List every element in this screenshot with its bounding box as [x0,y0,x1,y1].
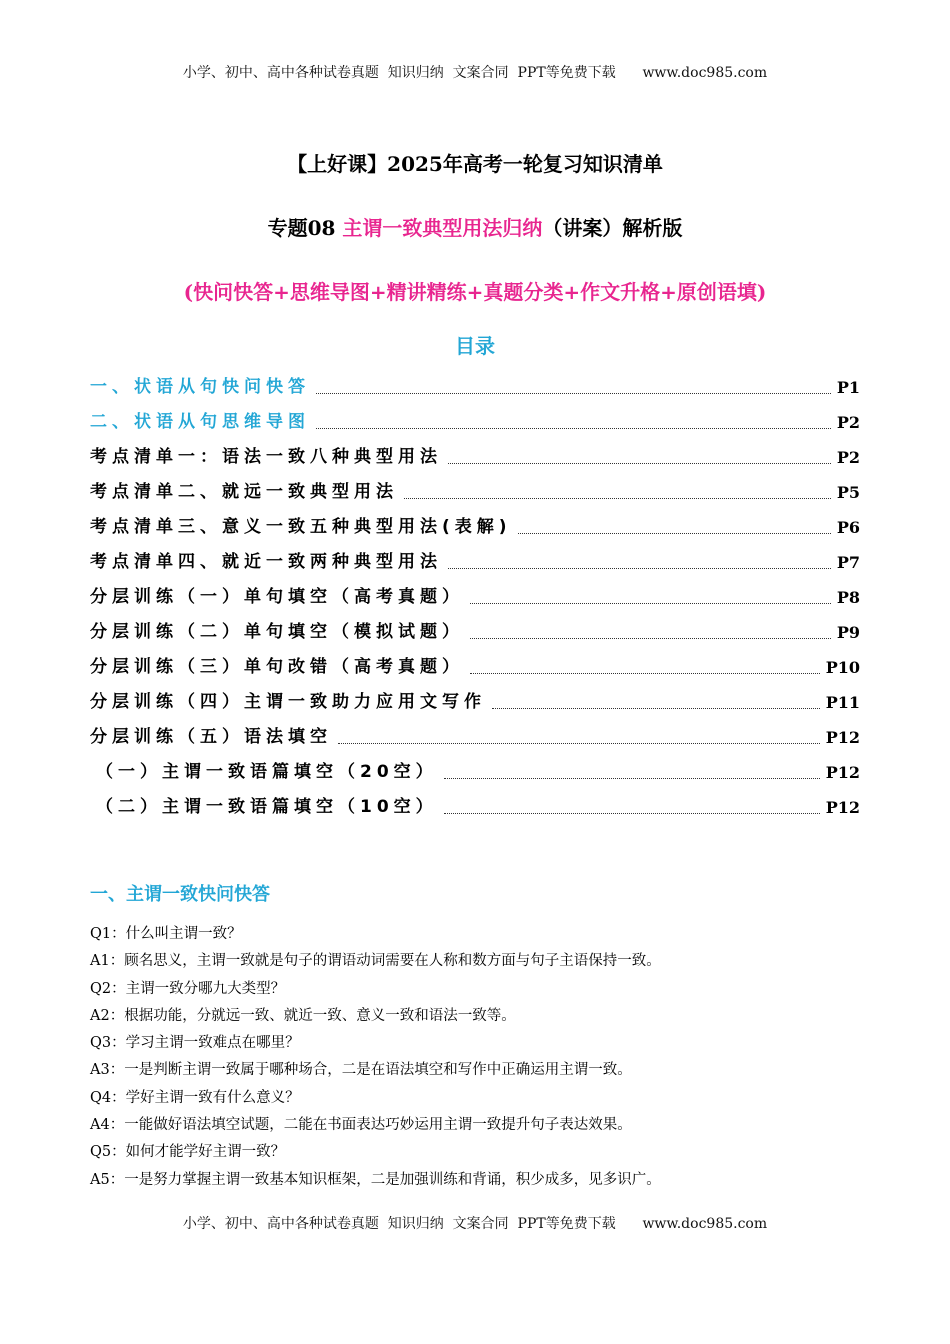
toc-heading: 目录 [455,334,495,358]
toc-entry-page: P2 [836,413,860,432]
toc-entry-page: P6 [836,518,860,537]
toc-entry[interactable] [90,572,860,607]
toc-entry-label: 考点清单四、就近一致两种典型用法 [90,552,442,572]
toc-entry[interactable] [90,712,860,747]
document-title: 【上好课】2025年高考一轮复习知识清单 [287,152,663,176]
table-of-contents [90,362,860,817]
toc-leader-dots [492,707,820,709]
subtitle-topic: 主谓一致典型用法归纳 [342,216,543,240]
question-line: Q3：学习主谓一致难点在哪里？ [90,1035,300,1052]
toc-entry-label: （一）主谓一致语篇填空（20空） [96,762,438,782]
toc-entry-label: 分层训练（三）单句改错（高考真题） [90,657,464,677]
qa-list [90,922,870,1195]
toc-entry[interactable] [90,537,860,572]
toc-entry-page: P12 [825,763,860,782]
toc-leader-dots [444,777,820,779]
subtitle-suffix: （讲案）解析版 [542,216,683,240]
toc-entry-page: P10 [825,658,860,677]
toc-entry-label: 二、状语从句思维导图 [90,412,310,432]
toc-leader-dots [470,637,831,639]
document-tagline: (快问快答+思维导图+精讲精练+真题分类+作文升格+原创语填) [183,280,767,304]
toc-entry-page: P12 [825,798,860,817]
toc-leader-dots [448,567,831,569]
toc-entry-label: 考点清单一：语法一致八种典型用法 [90,447,442,467]
toc-entry-page: P1 [836,378,860,397]
toc-leader-dots [316,427,831,429]
toc-entry[interactable] [90,642,860,677]
toc-entry[interactable] [90,467,860,502]
page-header: 小学、初中、高中各种试卷真题 知识归纳 文案合同 PPT等免费下载 www.doc985.com [182,65,768,81]
toc-entry-label: 一、状语从句快问快答 [90,377,310,397]
toc-entry[interactable] [90,502,860,537]
toc-entry[interactable] [90,397,860,432]
toc-entry[interactable] [90,607,860,642]
toc-leader-dots [518,532,831,534]
answer-line: A4：一能做好语法填空试题，二能在书面表达巧妙运用主谓一致提升句子表达效果。 [90,1117,632,1134]
answer-line: A5：一是努力掌握主谓一致基本知识框架，二是加强训练和背诵，积少成多，见多识广。 [90,1171,661,1188]
toc-entry[interactable] [90,747,860,782]
toc-entry-label: 考点清单二、就远一致典型用法 [90,482,398,502]
toc-leader-dots [404,497,831,499]
toc-entry-label: 分层训练（一）单句填空（高考真题） [90,587,464,607]
question-line: Q1：什么叫主谓一致？ [90,926,242,942]
toc-entry-label: 分层训练（五）语法填空 [90,727,332,747]
toc-entry-page: P9 [836,623,860,642]
toc-leader-dots [316,392,831,394]
toc-entry-label: 考点清单三、意义一致五种典型用法(表解) [90,517,512,537]
toc-entry-page: P11 [825,693,860,712]
toc-entry[interactable] [90,362,860,397]
section-heading: 一、主谓一致快问快答 [90,884,270,905]
toc-entry-label: （二）主谓一致语篇填空（10空） [96,797,438,817]
page-footer: 小学、初中、高中各种试卷真题 知识归纳 文案合同 PPT等免费下载 www.doc985.com [182,1216,768,1232]
toc-entry-label: 分层训练（四）主谓一致助力应用文写作 [90,692,486,712]
toc-leader-dots [338,742,820,744]
toc-entry-page: P2 [836,448,860,467]
question-line: Q2：主谓一致分哪九大类型？ [90,980,286,997]
toc-entry-page: P7 [836,553,860,572]
answer-line: A3：一是判断主谓一致属于哪种场合，二是在语法填空和写作中正确运用主谓一致。 [90,1062,632,1079]
toc-entry[interactable] [90,677,860,712]
toc-entry[interactable] [90,432,860,467]
toc-entry-page: P5 [836,483,860,502]
toc-leader-dots [444,812,820,814]
document-subtitle [0,212,950,241]
toc-leader-dots [448,462,831,464]
subtitle-prefix: 专题08 [267,216,343,240]
toc-entry-page: P12 [825,728,860,747]
answer-line: A1：顾名思义，主谓一致就是句子的谓语动词需要在人称和数方面与句子主语保持一致。 [90,953,661,970]
toc-leader-dots [470,602,831,604]
question-line: Q5：如何才能学好主谓一致？ [90,1144,286,1161]
toc-entry-page: P8 [836,588,860,607]
question-line: Q4：学好主谓一致有什么意义？ [90,1089,300,1106]
toc-leader-dots [470,672,820,674]
toc-entry[interactable] [90,782,860,817]
toc-entry-label: 分层训练（二）单句填空（模拟试题） [90,622,464,642]
answer-line: A2：根据功能，分就远一致、就近一致、意义一致和语法一致等。 [90,1007,516,1024]
